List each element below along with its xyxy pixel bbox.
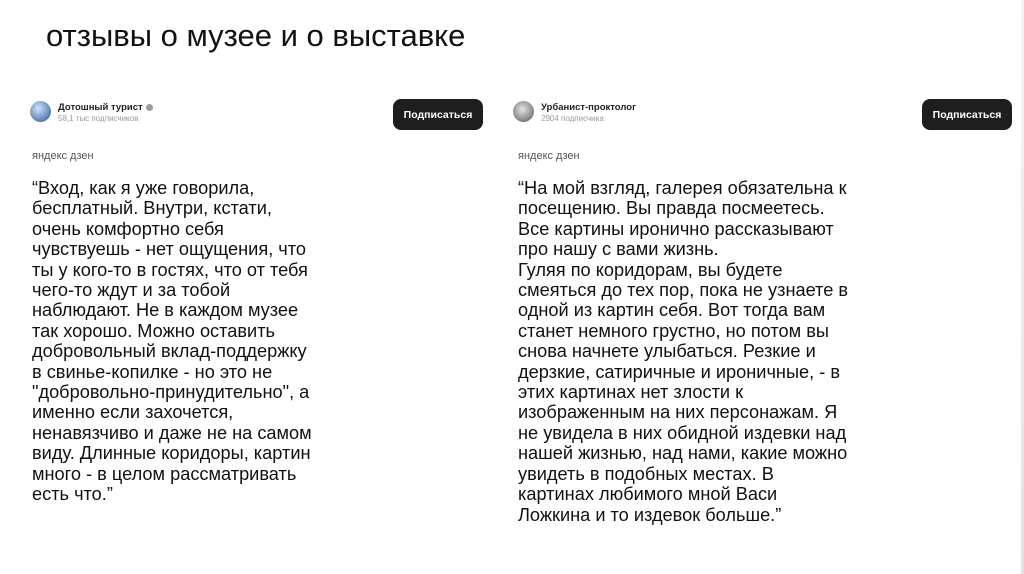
- verified-icon: [146, 104, 153, 111]
- author-name-text[interactable]: Дотошный турист: [58, 102, 143, 113]
- review-card-right: [513, 96, 1002, 525]
- review-text: “На мой взгляд, галерея обязательна к посещению. Вы правда посмеетесь. Все картины иронично рассказывают про нашу с вами жизнь. Гуляя по коридорам, вы будете смеяться до тех пор, пока не узнаете в одной из картин себя. Вот тогда вам станет немного грустно, но потом вы снова начнете улыбаться. Резкие и дерзкие, сатиричные и ироничные, - в этих картинах нет злости к изображенным на них персонажам. Я не увидела в них обидной издевки над нашей жизнью, над нами, какие можно увидеть в подобных местах. В картинах любимого мной Васи Ложкина и то издевок больше.”: [518, 178, 849, 525]
- source-label: яндекс дзен: [32, 150, 94, 162]
- slide-title: отзывы о музее и о выставке: [46, 18, 466, 53]
- source-label: яндекс дзен: [518, 150, 580, 162]
- avatar[interactable]: [513, 101, 534, 122]
- subscribe-button[interactable]: Подписаться: [393, 99, 483, 130]
- avatar[interactable]: [30, 101, 51, 122]
- author-row: [30, 96, 500, 136]
- review-text: “Вход, как я уже говорила, бесплатный. Внутри, кстати, очень комфортно себя чувствуешь - нет ощущения, что ты у кого-то в гостях, что от тебя чего-то ждут и за тобой наблюдают. Не в каждом музее так хорошо. Можно оставить добровольный вклад-поддержку в свинье-копилке - но это не "добровольно-принудительно", а именно если захочется, ненавязчиво и даже не на самом виду. Длинные коридоры, картин много - в целом рассматривать есть что.”: [32, 178, 312, 505]
- subscriber-count: 58,1 тыс подписчиков: [58, 114, 139, 123]
- subscriber-count: 2904 подписчика: [541, 114, 604, 123]
- author-name[interactable]: [58, 102, 153, 113]
- author-name-text[interactable]: Урбанист-проктолог: [541, 102, 637, 113]
- author-row: [513, 96, 1002, 136]
- review-card-left: [30, 96, 500, 505]
- author-name[interactable]: [541, 102, 636, 113]
- subscribe-button[interactable]: Подписаться: [922, 99, 1012, 130]
